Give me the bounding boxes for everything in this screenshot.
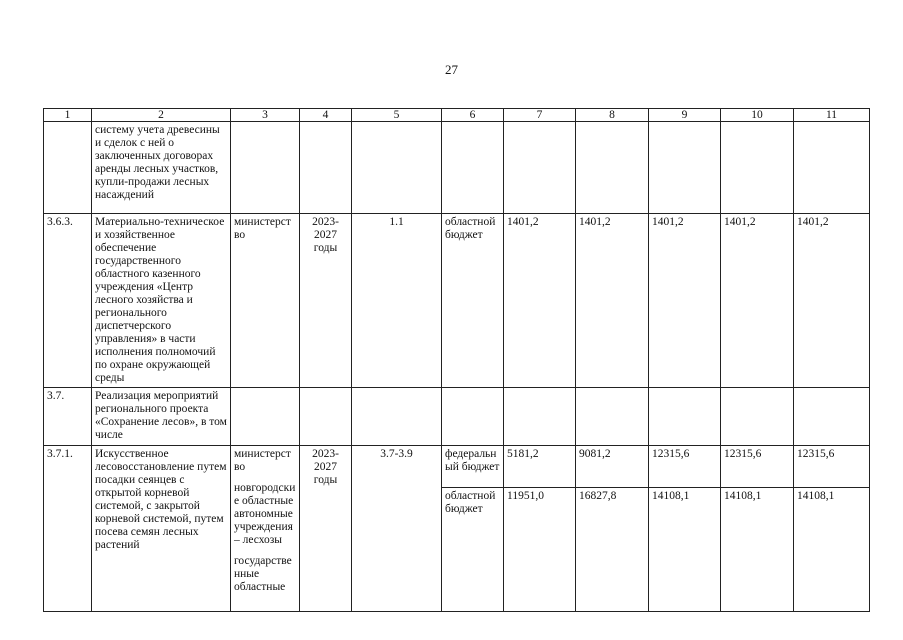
cell-item-number: 3.6.3. <box>44 214 92 388</box>
cell-indicator-ref: 3.7-3.9 <box>352 446 442 612</box>
header-col-8: 8 <box>576 109 649 122</box>
cell-funding-source: областной бюджет <box>442 214 504 388</box>
cell-amount-2023: 5181,2 <box>504 446 576 488</box>
header-col-7: 7 <box>504 109 576 122</box>
header-col-10: 10 <box>721 109 794 122</box>
cell-empty <box>44 122 92 214</box>
cell-empty <box>442 122 504 214</box>
header-col-3: 3 <box>231 109 300 122</box>
cell-amount-2027: 1401,2 <box>794 214 870 388</box>
executor-leskhozy: новгородские областные автономные учреждения – лесхозы <box>234 482 296 546</box>
executor-ministry: министерство <box>234 448 291 473</box>
cell-amount-2023: 1401,2 <box>504 214 576 388</box>
cell-amount-2025: 12315,6 <box>649 446 721 488</box>
header-col-1: 1 <box>44 109 92 122</box>
cell-description: Искусственное лесовосстановление путем посадки сеянцев с открытой корневой системой, с закрытой корневой системой, путем посева семян лесных растений <box>92 446 231 612</box>
cell-amount-2025: 1401,2 <box>649 214 721 388</box>
cell-executor <box>231 446 300 612</box>
cell-empty <box>649 122 721 214</box>
cell-item-number: 3.7. <box>44 388 92 446</box>
cell-empty <box>231 388 300 446</box>
cell-amount-2024: 1401,2 <box>576 214 649 388</box>
budget-table <box>43 108 870 612</box>
page-number: 27 <box>445 62 458 77</box>
cell-empty <box>231 122 300 214</box>
header-col-9: 9 <box>649 109 721 122</box>
table-row-3-7-1-federal <box>44 446 870 488</box>
cell-amount-2026: 14108,1 <box>721 488 794 612</box>
cell-amount-2027: 14108,1 <box>794 488 870 612</box>
header-col-6: 6 <box>442 109 504 122</box>
cell-executor: министерство <box>231 214 300 388</box>
cell-period: 2023-2027 годы <box>300 214 352 388</box>
cell-period: 2023-2027 годы <box>300 446 352 612</box>
cell-funding-source: федеральный бюджет <box>442 446 504 488</box>
cell-description: Реализация мероприятий регионального проекта «Сохранение лесов», в том числе <box>92 388 231 446</box>
cell-amount-2027: 12315,6 <box>794 446 870 488</box>
executor-state-regional: государственные областные <box>234 555 292 593</box>
cell-item-number: 3.7.1. <box>44 446 92 612</box>
header-col-11: 11 <box>794 109 870 122</box>
cell-empty <box>794 388 870 446</box>
header-col-4: 4 <box>300 109 352 122</box>
cell-empty <box>504 122 576 214</box>
cell-indicator-ref: 1.1 <box>352 214 442 388</box>
cell-empty <box>442 388 504 446</box>
cell-empty <box>352 122 442 214</box>
cell-empty <box>576 122 649 214</box>
cell-amount-2024: 16827,8 <box>576 488 649 612</box>
cell-empty <box>576 388 649 446</box>
cell-amount-2023: 11951,0 <box>504 488 576 612</box>
cell-empty <box>721 122 794 214</box>
table-row-3-6-3 <box>44 214 870 388</box>
cell-empty <box>352 388 442 446</box>
cell-description: Материально-техническое и хозяйственное обеспечение государственного областного казенного учреждения «Центр лесного хозяйства и регионального диспетчерского управления» в части исполнения полномочий по охране окружающей среды <box>92 214 231 388</box>
table-row-3-7 <box>44 388 870 446</box>
cell-empty <box>300 122 352 214</box>
cell-empty <box>504 388 576 446</box>
cell-amount-2026: 1401,2 <box>721 214 794 388</box>
cell-description: систему учета древесины и сделок с ней о заключенных договорах аренды лесных участков, купли-продажи лесных насаждений <box>92 122 231 214</box>
cell-empty <box>300 388 352 446</box>
cell-empty <box>649 388 721 446</box>
cell-amount-2026: 12315,6 <box>721 446 794 488</box>
header-col-2: 2 <box>92 109 231 122</box>
header-row <box>44 109 870 122</box>
cell-amount-2025: 14108,1 <box>649 488 721 612</box>
cell-empty <box>794 122 870 214</box>
cell-amount-2024: 9081,2 <box>576 446 649 488</box>
header-col-5: 5 <box>352 109 442 122</box>
table-row-continuation <box>44 122 870 214</box>
cell-funding-source: областной бюджет <box>442 488 504 612</box>
cell-empty <box>721 388 794 446</box>
